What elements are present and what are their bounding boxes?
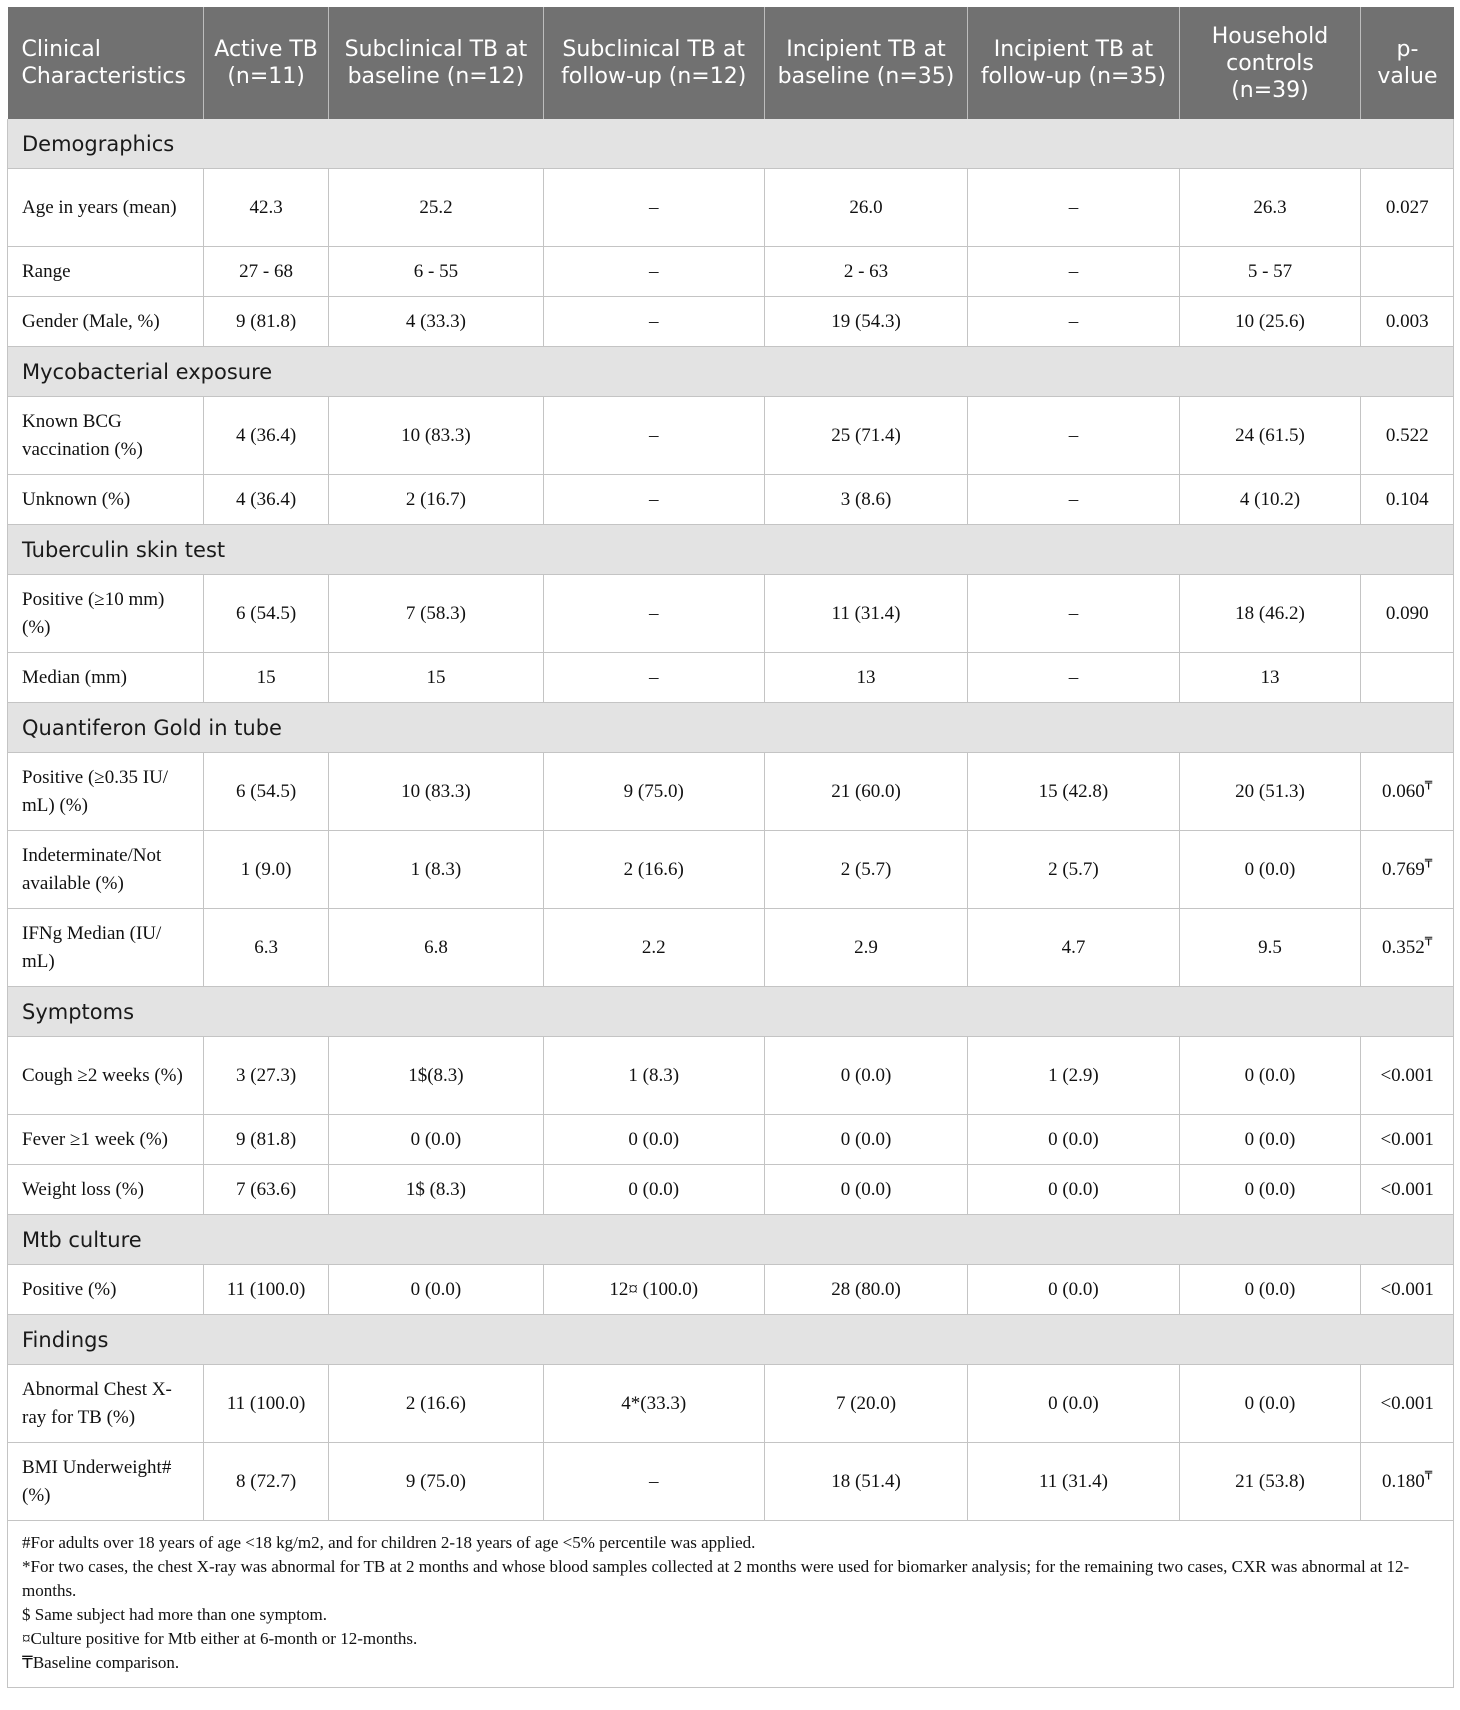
table-cell: 26.3 [1179, 169, 1361, 247]
table-cell: 1 (8.3) [543, 1037, 764, 1115]
table-cell: 4 (36.4) [203, 475, 328, 525]
p-value-cell: <0.001 [1361, 1265, 1454, 1315]
table-cell: 3 (8.6) [764, 475, 968, 525]
table-row [8, 909, 1454, 987]
table-cell: – [543, 475, 764, 525]
table-cell: 2.9 [764, 909, 968, 987]
table-row [8, 247, 1454, 297]
table-cell: – [543, 397, 764, 475]
table-cell: – [968, 475, 1179, 525]
table-cell: 0 (0.0) [968, 1165, 1179, 1215]
header-cell: Subclinical TB at baseline (n=12) [329, 7, 544, 119]
table-cell: 24 (61.5) [1179, 397, 1361, 475]
table-cell: 2 (16.6) [329, 1365, 544, 1443]
header-cell: Household controls (n=39) [1179, 7, 1361, 119]
p-value-cell: <0.001 [1361, 1365, 1454, 1443]
row-label: Positive (≥10 mm) (%) [8, 575, 204, 653]
table-cell: 28 (80.0) [764, 1265, 968, 1315]
p-value-cell: 0.180₸ [1361, 1443, 1454, 1521]
clinical-characteristics-table [7, 7, 1454, 1521]
table-cell: – [543, 247, 764, 297]
table-row [8, 1265, 1454, 1315]
table-cell: 0 (0.0) [1179, 1115, 1361, 1165]
table-cell: 0 (0.0) [764, 1115, 968, 1165]
table-cell: 15 (42.8) [968, 753, 1179, 831]
table-cell: 25.2 [329, 169, 544, 247]
table-cell: – [543, 653, 764, 703]
table-row [8, 1443, 1454, 1521]
table-cell: 0 (0.0) [968, 1265, 1179, 1315]
p-value-cell: 0.003 [1361, 297, 1454, 347]
table-cell: 1 (9.0) [203, 831, 328, 909]
table-cell: – [968, 653, 1179, 703]
p-value-cell: 0.090 [1361, 575, 1454, 653]
section-header: Mtb culture [8, 1215, 1454, 1265]
table-cell: 18 (46.2) [1179, 575, 1361, 653]
p-value-cell: 0.352₸ [1361, 909, 1454, 987]
p-value-cell: 0.104 [1361, 475, 1454, 525]
footnote-marker: ₸ [1424, 856, 1433, 871]
section-header: Quantiferon Gold in tube [8, 703, 1454, 753]
table-cell: – [543, 1443, 764, 1521]
footnote: *For two cases, the chest X-ray was abnormal for TB at 2 months and whose blood samples collected at 2 months were used for biomarker analysis; for the remaining two cases, CXR was abnormal at 12-months. [22, 1557, 1410, 1600]
table-cell: 0 (0.0) [1179, 1037, 1361, 1115]
table-cell: 1 (2.9) [968, 1037, 1179, 1115]
table-row [8, 169, 1454, 247]
table-cell: 21 (53.8) [1179, 1443, 1361, 1521]
table-cell: 15 [203, 653, 328, 703]
table-cell: 0 (0.0) [764, 1037, 968, 1115]
table-cell: 10 (83.3) [329, 753, 544, 831]
table-cell: 0 (0.0) [764, 1165, 968, 1215]
table-cell: 2 (16.7) [329, 475, 544, 525]
table-cell: – [968, 575, 1179, 653]
table-cell: 0 (0.0) [543, 1115, 764, 1165]
table-cell: 7 (58.3) [329, 575, 544, 653]
table-cell: 9 (81.8) [203, 1115, 328, 1165]
footnote: $ Same subject had more than one symptom. [22, 1605, 327, 1624]
p-value-cell: 0.522 [1361, 397, 1454, 475]
table-cell: 4*(33.3) [543, 1365, 764, 1443]
table-cell: 11 (100.0) [203, 1365, 328, 1443]
table-cell: 6 - 55 [329, 247, 544, 297]
table-cell: 4 (36.4) [203, 397, 328, 475]
footnote-marker: ₸ [1424, 778, 1433, 793]
table-row [8, 297, 1454, 347]
table-cell: 1$(8.3) [329, 1037, 544, 1115]
table-cell: – [543, 575, 764, 653]
table-cell: 18 (51.4) [764, 1443, 968, 1521]
table-cell: 0 (0.0) [968, 1115, 1179, 1165]
table-cell: 3 (27.3) [203, 1037, 328, 1115]
table-cell: 4 (10.2) [1179, 475, 1361, 525]
table-cell: 6 (54.5) [203, 753, 328, 831]
table-row [8, 1165, 1454, 1215]
table-cell: 7 (63.6) [203, 1165, 328, 1215]
p-value-cell [1361, 653, 1454, 703]
table-cell: 6 (54.5) [203, 575, 328, 653]
table-cell: 9 (75.0) [543, 753, 764, 831]
row-label: IFNg Median (IU/ mL) [8, 909, 204, 987]
footnote-marker: ₸ [1424, 1468, 1433, 1483]
section-header: Symptoms [8, 987, 1454, 1037]
header-cell: Active TB (n=11) [203, 7, 328, 119]
table-wrapper [7, 7, 1454, 1688]
table-cell: 12¤ (100.0) [543, 1265, 764, 1315]
row-label: Gender (Male, %) [8, 297, 204, 347]
table-cell: 0 (0.0) [329, 1115, 544, 1165]
table-cell: – [968, 397, 1179, 475]
table-cell: 5 - 57 [1179, 247, 1361, 297]
table-cell: 0 (0.0) [1179, 1265, 1361, 1315]
header-row [8, 7, 1454, 119]
section-header: Tuberculin skin test [8, 525, 1454, 575]
table-cell: 6.3 [203, 909, 328, 987]
row-label: Weight loss (%) [8, 1165, 204, 1215]
row-label: Positive (≥0.35 IU/ mL) (%) [8, 753, 204, 831]
table-cell: 1 (8.3) [329, 831, 544, 909]
p-value-cell: <0.001 [1361, 1115, 1454, 1165]
table-cell: – [968, 169, 1179, 247]
header-cell: Incipient TB at follow-up (n=35) [968, 7, 1179, 119]
table-cell: – [543, 297, 764, 347]
table-cell: 4 (33.3) [329, 297, 544, 347]
footnote: ₸Baseline comparison. [22, 1653, 180, 1672]
row-label: Unknown (%) [8, 475, 204, 525]
table-cell: – [968, 247, 1179, 297]
table-cell: 2 (5.7) [968, 831, 1179, 909]
footnote-marker: ₸ [1424, 934, 1433, 949]
table-row [8, 753, 1454, 831]
table-row [8, 397, 1454, 475]
table-cell: 2 (5.7) [764, 831, 968, 909]
table-cell: 4.7 [968, 909, 1179, 987]
table-cell: 8 (72.7) [203, 1443, 328, 1521]
table-cell: 0 (0.0) [1179, 831, 1361, 909]
row-label: Range [8, 247, 204, 297]
table-row [8, 475, 1454, 525]
row-label: Positive (%) [8, 1265, 204, 1315]
table-cell: 42.3 [203, 169, 328, 247]
header-cell: p-value [1361, 7, 1454, 119]
footnote: ¤Culture positive for Mtb either at 6-month or 12-months. [22, 1629, 418, 1648]
table-row [8, 575, 1454, 653]
row-label: Known BCG vaccination (%) [8, 397, 204, 475]
table-cell: 0 (0.0) [968, 1365, 1179, 1443]
table-row [8, 831, 1454, 909]
row-label: Age in years (mean) [8, 169, 204, 247]
p-value-cell: 0.060₸ [1361, 753, 1454, 831]
table-cell: 11 (31.4) [968, 1443, 1179, 1521]
table-cell: 9 (81.8) [203, 297, 328, 347]
row-label: Cough ≥2 weeks (%) [8, 1037, 204, 1115]
table-cell: 0 (0.0) [1179, 1165, 1361, 1215]
table-cell: 10 (83.3) [329, 397, 544, 475]
table-cell: 0 (0.0) [1179, 1365, 1361, 1443]
row-label: Fever ≥1 week (%) [8, 1115, 204, 1165]
table-cell: 19 (54.3) [764, 297, 968, 347]
table-cell: 7 (20.0) [764, 1365, 968, 1443]
table-cell: 2 - 63 [764, 247, 968, 297]
header-cell: Incipient TB at baseline (n=35) [764, 7, 968, 119]
table-cell: 25 (71.4) [764, 397, 968, 475]
row-label: Indeterminate/Not available (%) [8, 831, 204, 909]
table-cell: – [543, 169, 764, 247]
p-value-cell [1361, 247, 1454, 297]
table-cell: 15 [329, 653, 544, 703]
row-label: BMI Underweight# (%) [8, 1443, 204, 1521]
table-cell: 9 (75.0) [329, 1443, 544, 1521]
section-header: Mycobacterial exposure [8, 347, 1454, 397]
table-cell: 13 [764, 653, 968, 703]
table-cell: 2.2 [543, 909, 764, 987]
footnote: #For adults over 18 years of age <18 kg/m2, and for children 2-18 years of age <5% percentile was applied. [22, 1533, 756, 1552]
table-cell: 21 (60.0) [764, 753, 968, 831]
table-row [8, 1037, 1454, 1115]
table-cell: 13 [1179, 653, 1361, 703]
p-value-cell: 0.769₸ [1361, 831, 1454, 909]
table-cell: 10 (25.6) [1179, 297, 1361, 347]
table-cell: 11 (100.0) [203, 1265, 328, 1315]
table-cell: 1$ (8.3) [329, 1165, 544, 1215]
table-cell: 11 (31.4) [764, 575, 968, 653]
section-header: Demographics [8, 119, 1454, 169]
table-cell: 26.0 [764, 169, 968, 247]
row-label: Median (mm) [8, 653, 204, 703]
section-header: Findings [8, 1315, 1454, 1365]
table-cell: 0 (0.0) [329, 1265, 544, 1315]
table-cell: 0 (0.0) [543, 1165, 764, 1215]
table-footnotes [7, 1521, 1454, 1688]
p-value-cell: 0.027 [1361, 169, 1454, 247]
table-cell: 2 (16.6) [543, 831, 764, 909]
table-row [8, 1365, 1454, 1443]
table-cell: – [968, 297, 1179, 347]
table-cell: 20 (51.3) [1179, 753, 1361, 831]
header-cell: Subclinical TB at follow-up (n=12) [543, 7, 764, 119]
table-row [8, 1115, 1454, 1165]
header-cell: Clinical Characteristics [8, 7, 204, 119]
table-row [8, 653, 1454, 703]
p-value-cell: <0.001 [1361, 1037, 1454, 1115]
table-cell: 27 - 68 [203, 247, 328, 297]
table-cell: 9.5 [1179, 909, 1361, 987]
p-value-cell: <0.001 [1361, 1165, 1454, 1215]
row-label: Abnormal Chest X-ray for TB (%) [8, 1365, 204, 1443]
table-cell: 6.8 [329, 909, 544, 987]
